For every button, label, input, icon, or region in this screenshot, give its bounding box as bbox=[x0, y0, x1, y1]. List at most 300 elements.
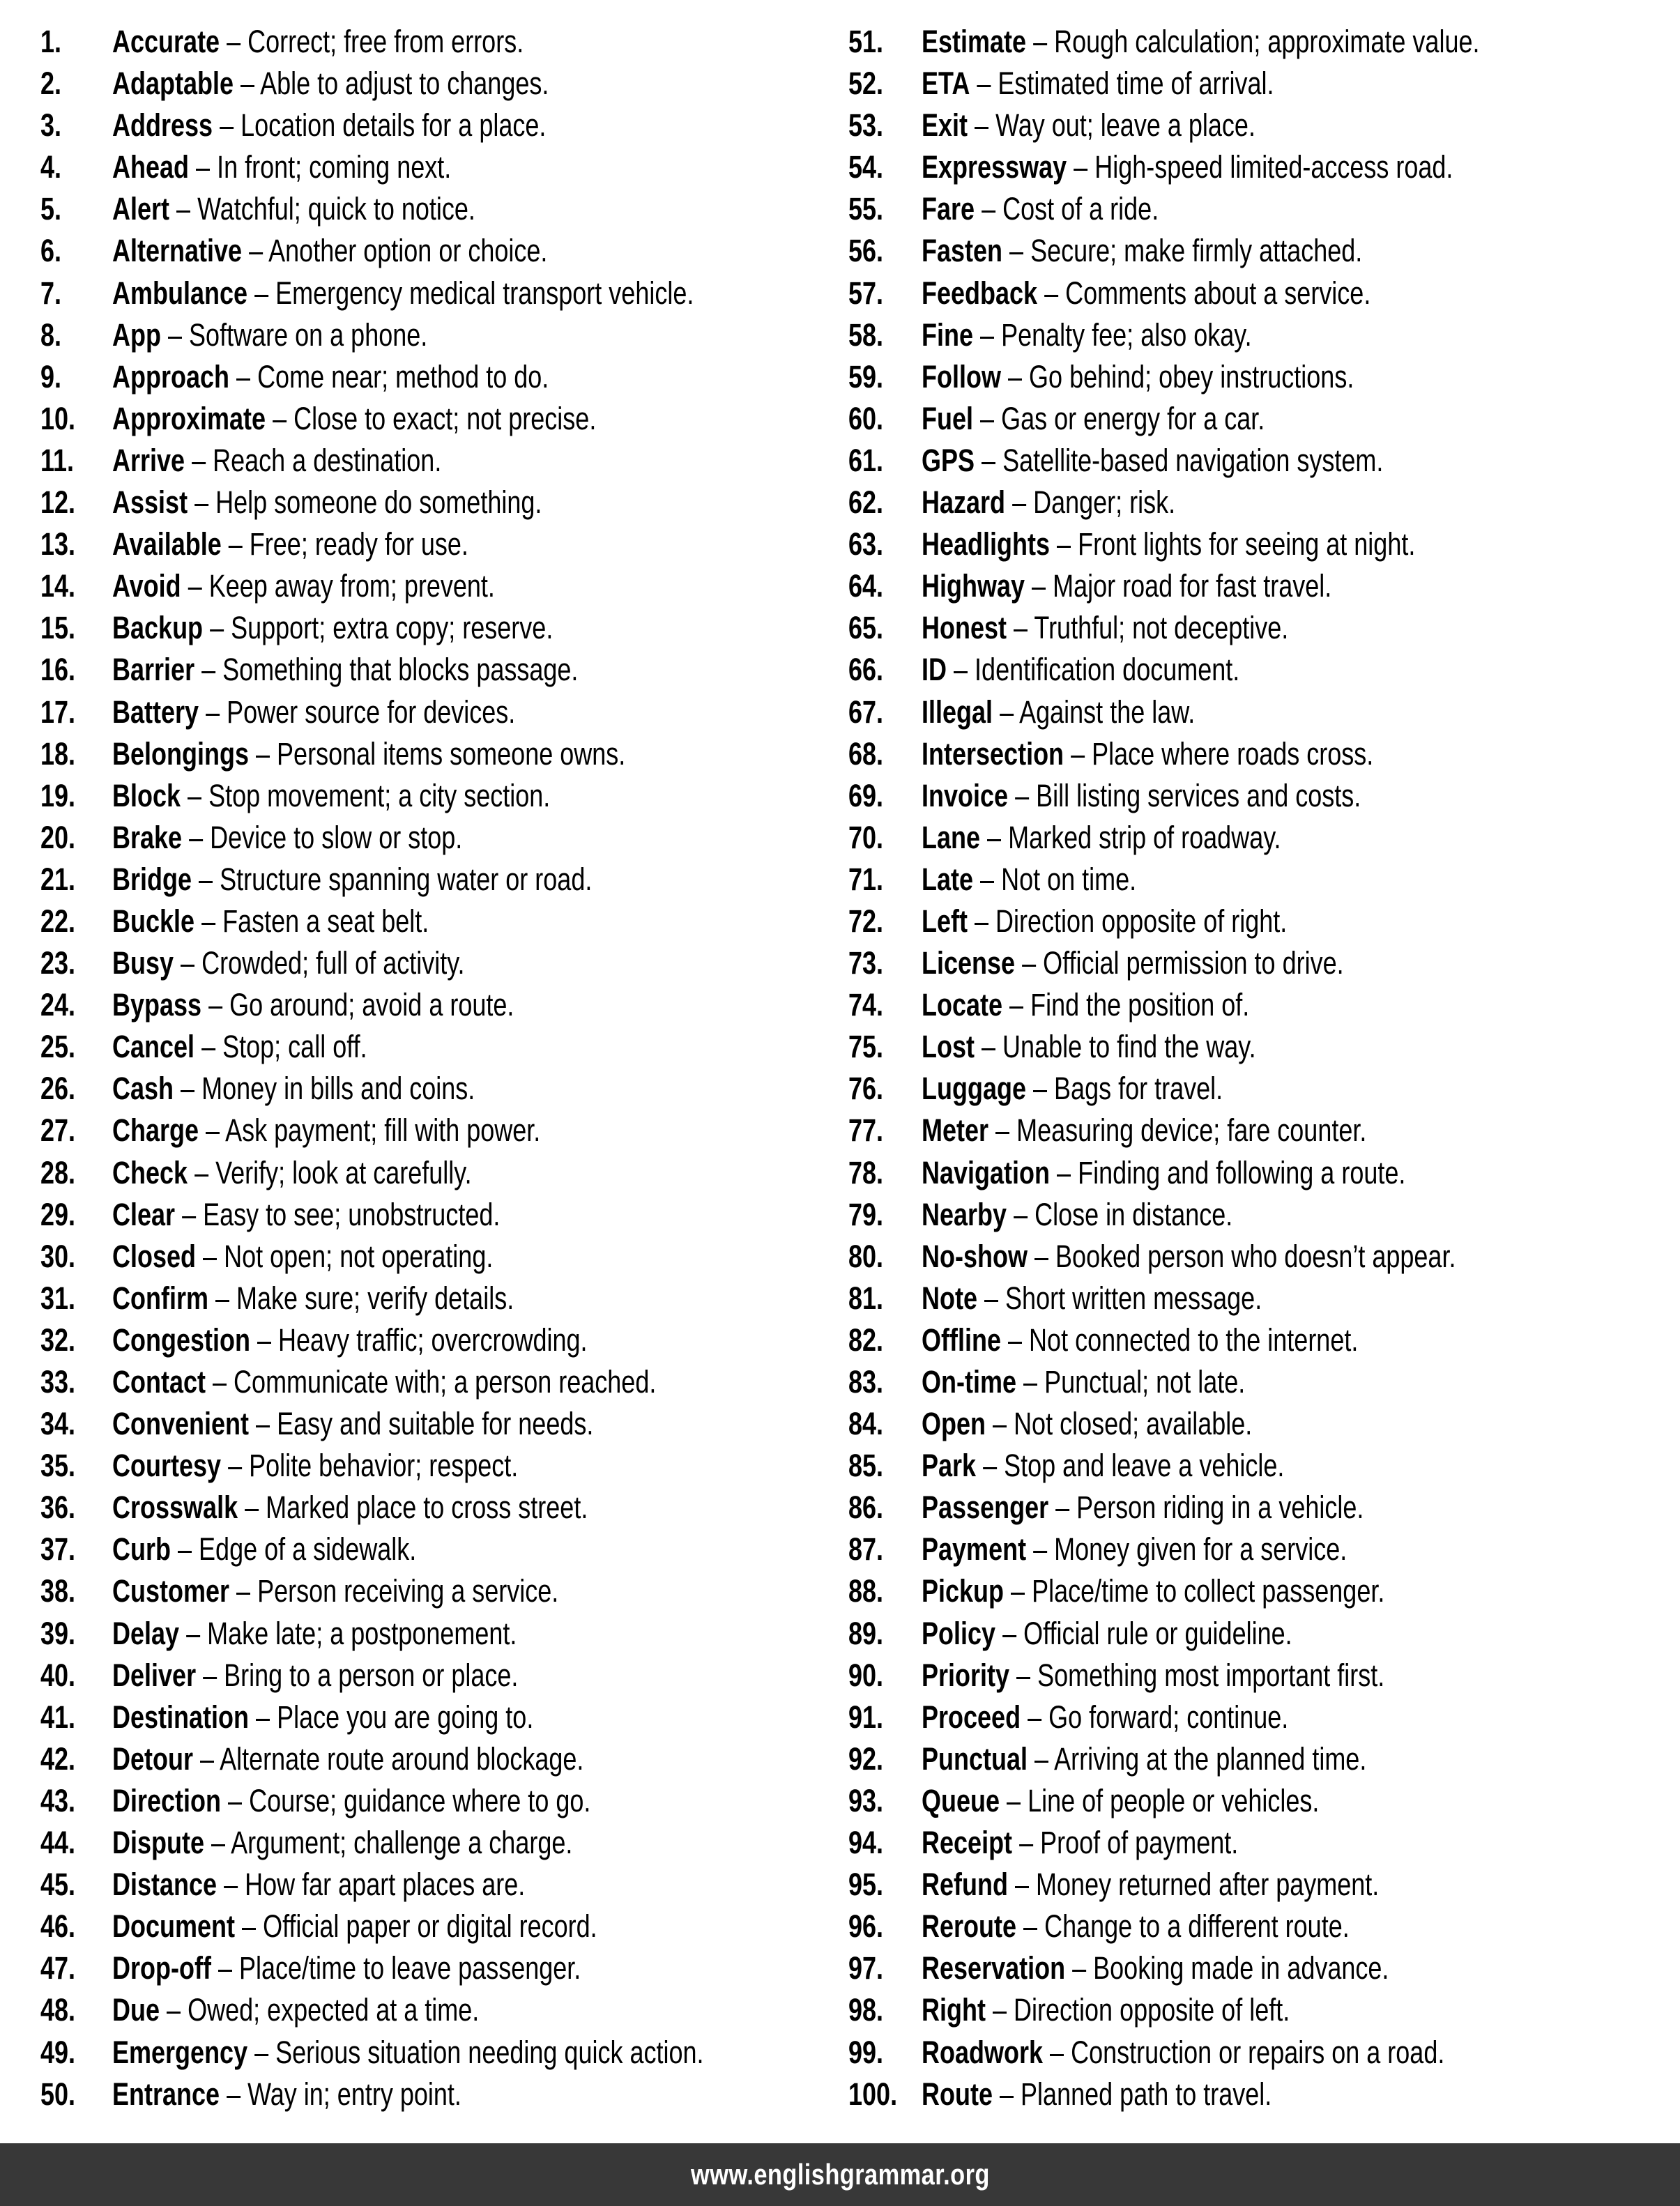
vocabulary-definition: Device to slow or stop. bbox=[210, 819, 463, 855]
vocabulary-term: Reservation bbox=[922, 1950, 1066, 1986]
vocabulary-definition: Make sure; verify details. bbox=[236, 1280, 514, 1316]
list-item-body bbox=[112, 1487, 588, 1529]
list-item-body bbox=[922, 1780, 1319, 1822]
vocabulary-definition: Official permission to drive. bbox=[1043, 945, 1344, 981]
term-definition-separator: – bbox=[257, 1322, 272, 1358]
term-definition-separator: – bbox=[210, 610, 224, 646]
vocabulary-term: Punctual bbox=[922, 1740, 1028, 1777]
term-definition-separator: – bbox=[201, 903, 216, 939]
vocabulary-definition: Place where roads cross. bbox=[1092, 735, 1374, 772]
vocabulary-term: Nearby bbox=[922, 1196, 1007, 1232]
list-item-number: 90. bbox=[848, 1657, 884, 1693]
list-item bbox=[40, 1738, 833, 1780]
vocabulary-definition: Communicate with; a person reached. bbox=[234, 1364, 657, 1400]
list-item bbox=[848, 1026, 1663, 1068]
list-item-number: 7. bbox=[40, 275, 62, 311]
list-item-body bbox=[922, 1989, 1290, 2031]
list-item-body bbox=[112, 649, 578, 691]
vocabulary-definition: Come near; method to do. bbox=[257, 358, 549, 395]
list-item-body bbox=[922, 1068, 1223, 1110]
list-item bbox=[848, 1529, 1663, 1570]
list-item-number: 35. bbox=[40, 1448, 76, 1484]
term-definition-separator: – bbox=[203, 1238, 217, 1274]
vocabulary-definition: Person receiving a service. bbox=[257, 1573, 559, 1609]
vocabulary-definition: Official rule or guideline. bbox=[1023, 1615, 1292, 1651]
list-item bbox=[848, 1613, 1663, 1655]
term-definition-separator: – bbox=[1023, 1364, 1038, 1400]
list-item-number: 69. bbox=[848, 777, 884, 813]
list-item-body bbox=[922, 942, 1344, 984]
list-item-body bbox=[922, 859, 1136, 901]
list-item-body bbox=[112, 733, 625, 775]
term-definition-separator: – bbox=[240, 66, 255, 102]
vocabulary-definition: Rough calculation; approximate value. bbox=[1054, 24, 1480, 59]
term-definition-separator: – bbox=[1009, 987, 1024, 1023]
vocabulary-definition: Truthful; not deceptive. bbox=[1034, 610, 1289, 646]
term-definition-separator: – bbox=[1015, 777, 1030, 813]
term-definition-separator: – bbox=[211, 1825, 226, 1861]
vocabulary-definition: Unable to find the way. bbox=[1002, 1029, 1256, 1065]
list-item-body bbox=[922, 1947, 1389, 1989]
left-column bbox=[10, 15, 840, 2143]
vocabulary-term: Fasten bbox=[922, 233, 1003, 269]
list-item-number: 88. bbox=[848, 1573, 884, 1609]
list-item-number: 14. bbox=[40, 568, 76, 604]
vocabulary-term: Avoid bbox=[112, 568, 181, 604]
list-item-number: 44. bbox=[40, 1825, 76, 1861]
list-item-number: 37. bbox=[40, 1531, 76, 1568]
list-item-body bbox=[112, 21, 524, 63]
term-definition-separator: – bbox=[215, 1280, 230, 1316]
vocabulary-definition: Something that blocks passage. bbox=[222, 652, 579, 688]
vocabulary-definition: Stop and leave a vehicle. bbox=[1004, 1448, 1285, 1484]
term-definition-separator: – bbox=[203, 1657, 217, 1693]
list-item bbox=[40, 1403, 833, 1445]
term-definition-separator: – bbox=[983, 1448, 998, 1484]
list-item-number: 9. bbox=[40, 358, 62, 395]
list-item-body bbox=[112, 398, 596, 440]
list-item bbox=[40, 1989, 833, 2031]
term-definition-separator: – bbox=[182, 1196, 197, 1232]
term-definition-separator: – bbox=[1074, 149, 1088, 185]
vocabulary-definition: Free; ready for use. bbox=[249, 526, 468, 562]
list-item-body bbox=[922, 1445, 1284, 1487]
term-definition-separator: – bbox=[242, 1908, 257, 1945]
list-item-body bbox=[922, 1822, 1238, 1864]
list-item-number: 75. bbox=[848, 1029, 884, 1065]
vocabulary-term: Late bbox=[922, 861, 974, 897]
vocabulary-term: Emergency bbox=[112, 2034, 248, 2070]
vocabulary-definition: Direction opposite of right. bbox=[995, 903, 1288, 939]
list-item bbox=[40, 1278, 833, 1319]
term-definition-separator: – bbox=[1019, 1825, 1034, 1861]
list-item-body bbox=[922, 984, 1249, 1026]
vocabulary-term: Refund bbox=[922, 1867, 1008, 1903]
list-item-body bbox=[922, 1864, 1379, 1906]
list-item-body bbox=[922, 21, 1480, 63]
list-item-number: 84. bbox=[848, 1406, 884, 1442]
vocabulary-term: Bypass bbox=[112, 987, 202, 1023]
list-item bbox=[848, 1361, 1663, 1403]
list-item-body bbox=[922, 775, 1361, 817]
term-definition-separator: – bbox=[1071, 735, 1085, 772]
list-item bbox=[40, 1947, 833, 1989]
list-item bbox=[848, 1989, 1663, 2031]
list-item bbox=[40, 273, 833, 314]
list-item-body bbox=[922, 1696, 1288, 1738]
vocabulary-definition: Satellite-based navigation system. bbox=[1002, 442, 1384, 478]
vocabulary-definition: Alternate route around blockage. bbox=[220, 1740, 584, 1777]
list-item bbox=[40, 188, 833, 230]
list-item bbox=[40, 523, 833, 565]
list-item-number: 42. bbox=[40, 1740, 76, 1777]
list-item-number: 91. bbox=[848, 1699, 884, 1735]
vocabulary-definition: Direction opposite of left. bbox=[1014, 1992, 1290, 2028]
term-definition-separator: – bbox=[1015, 1867, 1030, 1903]
vocabulary-term: Expressway bbox=[922, 149, 1067, 185]
vocabulary-term: Barrier bbox=[112, 652, 195, 688]
term-definition-separator: – bbox=[1055, 1489, 1070, 1526]
vocabulary-term: Check bbox=[112, 1154, 188, 1190]
vocabulary-term: Luggage bbox=[922, 1071, 1026, 1107]
list-item-body bbox=[922, 356, 1354, 398]
list-item-body bbox=[112, 565, 495, 607]
list-item-body bbox=[922, 1110, 1366, 1151]
vocabulary-definition: High-speed limited-access road. bbox=[1094, 149, 1453, 185]
term-definition-separator: – bbox=[993, 1406, 1007, 1442]
list-item-body bbox=[112, 1822, 572, 1864]
list-item bbox=[40, 817, 833, 859]
vocabulary-definition: Place/time to leave passenger. bbox=[239, 1950, 581, 1986]
vocabulary-term: Ambulance bbox=[112, 275, 248, 311]
list-item bbox=[848, 2032, 1663, 2074]
vocabulary-definition: Fasten a seat belt. bbox=[222, 903, 429, 939]
term-definition-separator: – bbox=[1014, 1196, 1028, 1232]
term-definition-separator: – bbox=[208, 987, 223, 1023]
list-item bbox=[40, 649, 833, 691]
vocabulary-definition: Gas or energy for a car. bbox=[1001, 400, 1265, 436]
term-definition-separator: – bbox=[206, 694, 220, 730]
vocabulary-term: Confirm bbox=[112, 1280, 208, 1316]
term-definition-separator: – bbox=[181, 1071, 195, 1107]
list-item bbox=[40, 1361, 833, 1403]
term-definition-separator: – bbox=[975, 903, 989, 939]
list-item bbox=[40, 859, 833, 901]
list-item-body bbox=[112, 63, 549, 105]
term-definition-separator: – bbox=[201, 652, 216, 688]
list-item-body bbox=[112, 942, 465, 984]
list-item bbox=[40, 1487, 833, 1529]
list-item-number: 15. bbox=[40, 610, 76, 646]
vocabulary-definition: Stop movement; a city section. bbox=[208, 777, 551, 813]
vocabulary-term: Block bbox=[112, 777, 181, 813]
vocabulary-definition: Course; guidance where to go. bbox=[249, 1782, 591, 1818]
vocabulary-definition: Front lights for seeing at night. bbox=[1078, 526, 1416, 562]
vocabulary-definition: Marked place to cross street. bbox=[266, 1489, 588, 1526]
list-item bbox=[40, 2074, 833, 2115]
term-definition-separator: – bbox=[980, 400, 995, 436]
vocabulary-term: Open bbox=[922, 1406, 986, 1442]
vocabulary-definition: How far apart places are. bbox=[245, 1867, 526, 1903]
vocabulary-definition: Finding and following a route. bbox=[1078, 1154, 1406, 1190]
vocabulary-term: Exit bbox=[922, 107, 968, 144]
list-item-number: 66. bbox=[848, 652, 884, 688]
list-item bbox=[848, 1487, 1663, 1529]
list-item-body bbox=[922, 1152, 1405, 1194]
list-item-number: 97. bbox=[848, 1950, 884, 1986]
list-item-number: 71. bbox=[848, 861, 884, 897]
list-item-number: 53. bbox=[848, 107, 884, 144]
term-definition-separator: – bbox=[1000, 2076, 1014, 2112]
term-definition-separator: – bbox=[254, 275, 269, 311]
list-item-number: 98. bbox=[848, 1992, 884, 2028]
vocabulary-definition: Easy to see; unobstructed. bbox=[203, 1196, 501, 1232]
vocabulary-term: Congestion bbox=[112, 1322, 250, 1358]
vocabulary-definition: Structure spanning water or road. bbox=[220, 861, 593, 897]
term-definition-separator: – bbox=[1011, 1573, 1025, 1609]
list-item-body bbox=[112, 901, 429, 942]
vocabulary-definition: Not on time. bbox=[1001, 861, 1137, 897]
vocabulary-term: Navigation bbox=[922, 1154, 1051, 1190]
list-item bbox=[40, 1445, 833, 1487]
list-item bbox=[848, 356, 1663, 398]
list-item-body bbox=[112, 691, 515, 733]
vocabulary-definition: Go forward; continue. bbox=[1048, 1699, 1289, 1735]
vocabulary-definition: Not closed; available. bbox=[1014, 1406, 1253, 1442]
vocabulary-definition: Support; extra copy; reserve. bbox=[231, 610, 553, 646]
term-definition-separator: – bbox=[1023, 1908, 1038, 1945]
list-item-body bbox=[922, 63, 1274, 105]
list-item-body bbox=[922, 1403, 1252, 1445]
vocabulary-definition: Construction or repairs on a road. bbox=[1071, 2034, 1445, 2070]
list-item-body bbox=[112, 775, 550, 817]
list-item-number: 59. bbox=[848, 358, 884, 395]
vocabulary-definition: Measuring device; fare counter. bbox=[1016, 1112, 1367, 1149]
list-item bbox=[40, 1529, 833, 1570]
list-item-number: 24. bbox=[40, 987, 76, 1023]
list-item-number: 76. bbox=[848, 1071, 884, 1107]
vocabulary-definition: Line of people or vehicles. bbox=[1028, 1782, 1320, 1818]
vocabulary-term: Direction bbox=[112, 1782, 222, 1818]
list-item bbox=[848, 146, 1663, 188]
term-definition-separator: – bbox=[1033, 1531, 1048, 1568]
list-item-body bbox=[112, 523, 468, 565]
vocabulary-definition: Way in; entry point. bbox=[247, 2076, 461, 2112]
term-definition-separator: – bbox=[1014, 610, 1028, 646]
vocabulary-term: App bbox=[112, 316, 161, 353]
list-item-body bbox=[112, 105, 546, 146]
list-item-body bbox=[112, 1194, 500, 1236]
list-item-body bbox=[112, 1613, 517, 1655]
list-item-body bbox=[112, 1152, 472, 1194]
list-item bbox=[848, 775, 1663, 817]
list-item-number: 34. bbox=[40, 1406, 76, 1442]
term-definition-separator: – bbox=[1008, 1322, 1023, 1358]
list-item bbox=[40, 984, 833, 1026]
list-item bbox=[40, 440, 833, 482]
vocabulary-term: Dispute bbox=[112, 1825, 205, 1861]
list-item-body bbox=[112, 1864, 525, 1906]
list-item-number: 72. bbox=[848, 903, 884, 939]
term-definition-separator: – bbox=[228, 526, 243, 562]
list-item bbox=[848, 1152, 1663, 1194]
list-item bbox=[40, 1152, 833, 1194]
footer-website-url[interactable]: www.englishgrammar.org bbox=[690, 2158, 990, 2191]
list-item bbox=[848, 230, 1663, 272]
list-item-body bbox=[922, 691, 1195, 733]
term-definition-separator: – bbox=[984, 1280, 999, 1316]
vocabulary-term: Drop-off bbox=[112, 1950, 211, 1986]
vocabulary-definition: Money in bills and coins. bbox=[201, 1071, 475, 1107]
list-item-number: 56. bbox=[848, 233, 884, 269]
list-item bbox=[848, 942, 1663, 984]
vocabulary-term: Battery bbox=[112, 694, 199, 730]
vocabulary-term: Brake bbox=[112, 819, 183, 855]
vocabulary-term: Reroute bbox=[922, 1908, 1017, 1945]
vocabulary-term: Right bbox=[922, 1992, 986, 2028]
list-item bbox=[848, 1864, 1663, 1906]
list-item bbox=[40, 1570, 833, 1612]
term-definition-separator: – bbox=[977, 66, 991, 102]
list-item bbox=[40, 356, 833, 398]
list-item-body bbox=[112, 2032, 704, 2074]
term-definition-separator: – bbox=[1057, 526, 1071, 562]
vocabulary-term: Offline bbox=[922, 1322, 1001, 1358]
list-item bbox=[40, 1236, 833, 1278]
list-item bbox=[848, 1655, 1663, 1696]
vocabulary-term: Assist bbox=[112, 484, 188, 521]
list-item-body bbox=[112, 314, 427, 356]
list-item-body bbox=[922, 1529, 1347, 1570]
list-item bbox=[40, 314, 833, 356]
vocabulary-term: Closed bbox=[112, 1238, 197, 1274]
list-item-body bbox=[112, 984, 514, 1026]
list-item bbox=[40, 482, 833, 523]
vocabulary-term: Approximate bbox=[112, 400, 266, 436]
list-item-body bbox=[922, 523, 1415, 565]
list-item-number: 1. bbox=[40, 24, 62, 59]
list-item-number: 31. bbox=[40, 1280, 76, 1316]
list-item-body bbox=[112, 817, 462, 859]
list-item bbox=[848, 1068, 1663, 1110]
vocabulary-term: Left bbox=[922, 903, 968, 939]
list-item-body bbox=[112, 440, 441, 482]
term-definition-separator: – bbox=[975, 107, 989, 144]
vocabulary-term: Accurate bbox=[112, 24, 220, 59]
list-item bbox=[40, 942, 833, 984]
vocabulary-term: Hazard bbox=[922, 484, 1006, 521]
term-definition-separator: – bbox=[188, 568, 202, 604]
list-item-number: 40. bbox=[40, 1657, 76, 1693]
list-item bbox=[40, 1864, 833, 1906]
term-definition-separator: – bbox=[1009, 233, 1024, 269]
vocabulary-definition: Edge of a sidewalk. bbox=[199, 1531, 417, 1568]
right-column bbox=[840, 15, 1670, 2143]
list-item bbox=[40, 1906, 833, 1947]
list-item bbox=[848, 482, 1663, 523]
term-definition-separator: – bbox=[228, 1448, 243, 1484]
vocabulary-term: Address bbox=[112, 107, 213, 144]
list-item-number: 20. bbox=[40, 819, 76, 855]
vocabulary-term: Priority bbox=[922, 1657, 1010, 1693]
list-item-number: 28. bbox=[40, 1154, 76, 1190]
list-item-number: 45. bbox=[40, 1867, 76, 1903]
list-item-number: 92. bbox=[848, 1740, 884, 1777]
term-definition-separator: – bbox=[192, 442, 206, 478]
list-item bbox=[40, 146, 833, 188]
list-item bbox=[848, 1822, 1663, 1864]
list-item-body bbox=[112, 1989, 479, 2031]
vocabulary-definition: Correct; free from errors. bbox=[247, 24, 524, 59]
term-definition-separator: – bbox=[1022, 945, 1037, 981]
vocabulary-term: Charge bbox=[112, 1112, 199, 1149]
list-item-body bbox=[922, 1655, 1384, 1696]
vocabulary-definition: Easy and suitable for needs. bbox=[277, 1406, 594, 1442]
vocabulary-term: Customer bbox=[112, 1573, 230, 1609]
vocabulary-term: On-time bbox=[922, 1364, 1017, 1400]
list-item-number: 70. bbox=[848, 819, 884, 855]
vocabulary-term: Cash bbox=[112, 1071, 174, 1107]
list-item-body bbox=[112, 146, 451, 188]
vocabulary-definition: Another option or choice. bbox=[268, 233, 548, 269]
vocabulary-term: License bbox=[922, 945, 1016, 981]
list-item-number: 3. bbox=[40, 107, 62, 144]
vocabulary-definition: Place/time to collect passenger. bbox=[1032, 1573, 1385, 1609]
vocabulary-term: Route bbox=[922, 2076, 993, 2112]
vocabulary-definition: Money returned after payment. bbox=[1036, 1867, 1380, 1903]
term-definition-separator: – bbox=[1012, 484, 1027, 521]
list-item-body bbox=[112, 1780, 590, 1822]
vocabulary-definition: Short written message. bbox=[1005, 1280, 1262, 1316]
list-item-body bbox=[112, 1696, 533, 1738]
list-item-number: 6. bbox=[40, 233, 62, 269]
vocabulary-term: Backup bbox=[112, 610, 204, 646]
vocabulary-definition: Place you are going to. bbox=[277, 1699, 534, 1735]
term-definition-separator: – bbox=[1002, 1615, 1017, 1651]
list-item-body bbox=[112, 1570, 558, 1612]
vocabulary-definition: Money given for a service. bbox=[1054, 1531, 1347, 1568]
vocabulary-definition: Proof of payment. bbox=[1040, 1825, 1239, 1861]
list-item bbox=[40, 63, 833, 105]
list-item bbox=[40, 1319, 833, 1361]
list-item-body bbox=[922, 146, 1453, 188]
term-definition-separator: – bbox=[181, 945, 195, 981]
list-item bbox=[848, 1319, 1663, 1361]
term-definition-separator: – bbox=[1000, 694, 1014, 730]
term-definition-separator: – bbox=[1032, 568, 1046, 604]
list-item-body bbox=[922, 565, 1331, 607]
term-definition-separator: – bbox=[980, 316, 995, 353]
list-item-body bbox=[112, 1236, 493, 1278]
list-item-number: 22. bbox=[40, 903, 76, 939]
vocabulary-definition: Major road for fast travel. bbox=[1053, 568, 1332, 604]
list-item bbox=[40, 775, 833, 817]
list-item bbox=[40, 1696, 833, 1738]
vocabulary-term: Headlights bbox=[922, 526, 1051, 562]
list-item-body bbox=[922, 398, 1265, 440]
list-item-body bbox=[112, 1361, 656, 1403]
term-definition-separator: – bbox=[1033, 1071, 1048, 1107]
vocabulary-term: Courtesy bbox=[112, 1448, 222, 1484]
vocabulary-term: Intersection bbox=[922, 735, 1064, 772]
list-item-number: 61. bbox=[848, 442, 884, 478]
list-item-number: 58. bbox=[848, 316, 884, 353]
vocabulary-definition: Marked strip of roadway. bbox=[1008, 819, 1281, 855]
vocabulary-definition: Not connected to the internet. bbox=[1029, 1322, 1359, 1358]
vocabulary-definition: Cost of a ride. bbox=[1002, 191, 1159, 227]
list-item-number: 47. bbox=[40, 1950, 76, 1986]
vocabulary-definition: Power source for devices. bbox=[227, 694, 516, 730]
